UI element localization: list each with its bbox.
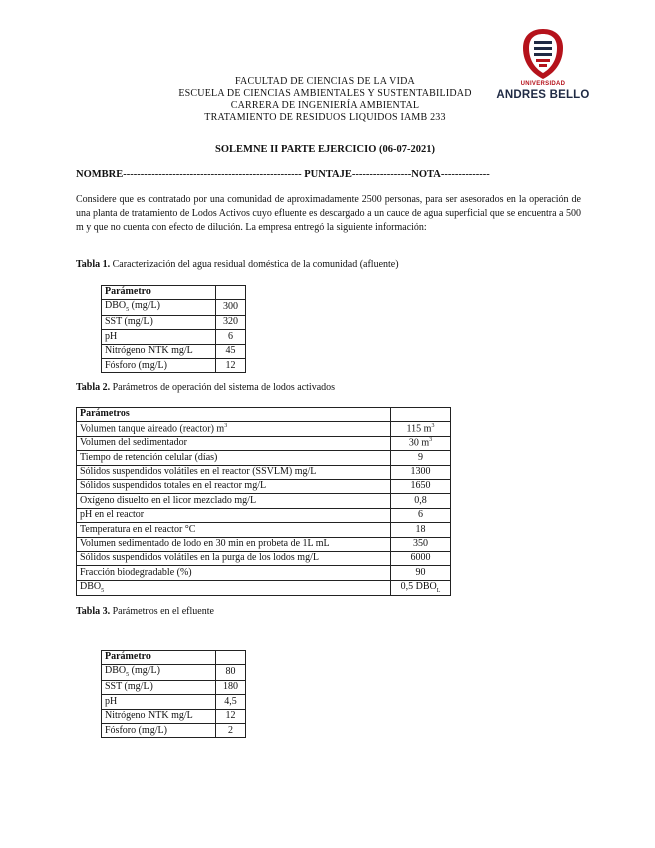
param-cell: $DBO_5$ (mg/L) [102, 665, 216, 681]
table-row [77, 580, 451, 596]
header-school: ESCUELA DE CIENCIAS AMBIENTALES Y SUSTENTABILIDAD [178, 88, 472, 99]
value-cell: 6 [216, 330, 246, 344]
param-cell: Sólidos suspendidos volátiles en el reactor (SSVLM) mg/L [77, 465, 391, 479]
document-header [120, 76, 530, 124]
param-cell: pH en el reactor [77, 508, 391, 522]
table3-caption-text: Parámetros en el efluente [110, 606, 214, 617]
table2-operation-parameters [76, 407, 451, 596]
table-header-cell: Parámetro [102, 651, 216, 665]
param-cell: Volumen sedimentado de lodo en 30 min en probeta de 1L mL [77, 537, 391, 551]
table-row [102, 680, 246, 694]
table-row [77, 422, 451, 436]
table-row [77, 537, 451, 551]
header-career: CARRERA DE INGENIERÍA AMBIENTAL [230, 100, 420, 111]
table-row [77, 508, 451, 522]
param-cell: Fósforo (mg/L) [102, 359, 216, 373]
param-cell: $DBO_5$ (mg/L) [102, 300, 216, 316]
table-row [77, 523, 451, 537]
value-cell: 30 $m^3$ [391, 436, 451, 450]
table-row [102, 359, 246, 373]
value-cell: 6000 [391, 551, 451, 565]
table-row [77, 494, 451, 508]
value-cell: 0,8 [391, 494, 451, 508]
param-cell: Tiempo de retención celular (días) [77, 451, 391, 465]
table-header-row [102, 286, 246, 300]
table3-caption-label: Tabla 3. [76, 606, 111, 617]
param-cell: pH [102, 695, 216, 709]
table-header-cell-empty [216, 651, 246, 665]
table1-caption [76, 259, 399, 272]
table-header-cell-empty [391, 408, 451, 422]
param-cell: Volumen del sedimentador [77, 436, 391, 450]
value-cell: 12 [216, 359, 246, 373]
table-header-cell: Parámetros [77, 408, 391, 422]
table-row [102, 695, 246, 709]
value-cell: 90 [391, 566, 451, 580]
table-row [77, 479, 451, 493]
param-cell: Oxígeno disuelto en el licor mezclado mg/L [77, 494, 391, 508]
table-header-cell: Parámetro [102, 286, 216, 300]
table-header-row [102, 651, 246, 665]
header-course: TRATAMIENTO DE RESIDUOS LIQUIDOS IAMB 233 [204, 112, 446, 123]
table-row [102, 709, 246, 723]
value-cell: 18 [391, 523, 451, 537]
table-row [77, 451, 451, 465]
value-cell: 80 [216, 665, 246, 681]
value-cell: 45 [216, 344, 246, 358]
param-cell: Fósforo (mg/L) [102, 724, 216, 738]
param-cell: $DBO_5$ [77, 580, 391, 596]
param-cell: Nitrógeno NTK mg/L [102, 344, 216, 358]
value-cell: 0,5 $DBO_L$ [391, 580, 451, 596]
table-row [102, 300, 246, 316]
table-header-row [77, 408, 451, 422]
value-cell: 4,5 [216, 695, 246, 709]
param-cell: Temperatura en el reactor °C [77, 523, 391, 537]
table-row [77, 551, 451, 565]
table3-effluent [101, 650, 246, 738]
table2-caption-text: Parámetros de operación del sistema de lodos activados [110, 382, 336, 393]
param-cell: Nitrógeno NTK mg/L [102, 709, 216, 723]
value-cell: 6 [391, 508, 451, 522]
param-cell: Volumen tanque aireado (reactor) $m^3$ [77, 422, 391, 436]
param-cell: SST (mg/L) [102, 680, 216, 694]
name-score-line: NOMBRE--------------------------------------------------- PUNTAJE-----------------NOTA-------------- [76, 169, 490, 180]
table2-caption-label: Tabla 2. [76, 382, 111, 393]
table-row [102, 315, 246, 329]
table-row [102, 665, 246, 681]
table-header-cell-empty [216, 286, 246, 300]
value-cell: 12 [216, 709, 246, 723]
param-cell: pH [102, 330, 216, 344]
value-cell: 180 [216, 680, 246, 694]
shield-emblem-icon [520, 28, 566, 80]
table-row [102, 724, 246, 738]
value-cell: 9 [391, 451, 451, 465]
table1-caption-label: Tabla 1. [76, 259, 111, 270]
table1-affluent [101, 285, 246, 373]
logo-small-text: UNIVERSIDAD [520, 81, 566, 87]
value-cell: 115 $m^3$ [391, 422, 451, 436]
table2-caption [76, 382, 335, 395]
value-cell: 1650 [391, 479, 451, 493]
header-faculty: FACULTAD DE CIENCIAS DE LA VIDA [235, 76, 415, 87]
exam-title: SOLEMNE II PARTE EJERCICIO (06-07-2021) [215, 144, 435, 155]
param-cell: Fracción biodegradable (%) [77, 566, 391, 580]
value-cell: 350 [391, 537, 451, 551]
table1-caption-text: Caracterización del agua residual doméstica de la comunidad (afluente) [110, 259, 399, 270]
value-cell: 1300 [391, 465, 451, 479]
value-cell: 300 [216, 300, 246, 316]
table-row [102, 344, 246, 358]
table-row [77, 436, 451, 450]
table-row [77, 465, 451, 479]
value-cell: 320 [216, 315, 246, 329]
table-row [102, 330, 246, 344]
param-cell: Sólidos suspendidos totales en el reactor mg/L [77, 479, 391, 493]
param-cell: Sólidos suspendidos volátiles en la purga de los lodos mg/L [77, 551, 391, 565]
table-row [77, 566, 451, 580]
intro-paragraph: Considere que es contratado por una comunidad de aproximadamente 2500 personas, para ser asesorados en la operación de una planta de tratamiento de Lodos Activos cuyo efluente es descargado a un cauce de agua superficial que se encuentra a 500 m y que no cuenta con efecto de dilución. La empresa entregó la siguiente información: [76, 194, 581, 234]
table3-caption [76, 606, 214, 619]
param-cell: SST (mg/L) [102, 315, 216, 329]
value-cell: 2 [216, 724, 246, 738]
logo-big-text: ANDRES BELLO [496, 88, 590, 101]
